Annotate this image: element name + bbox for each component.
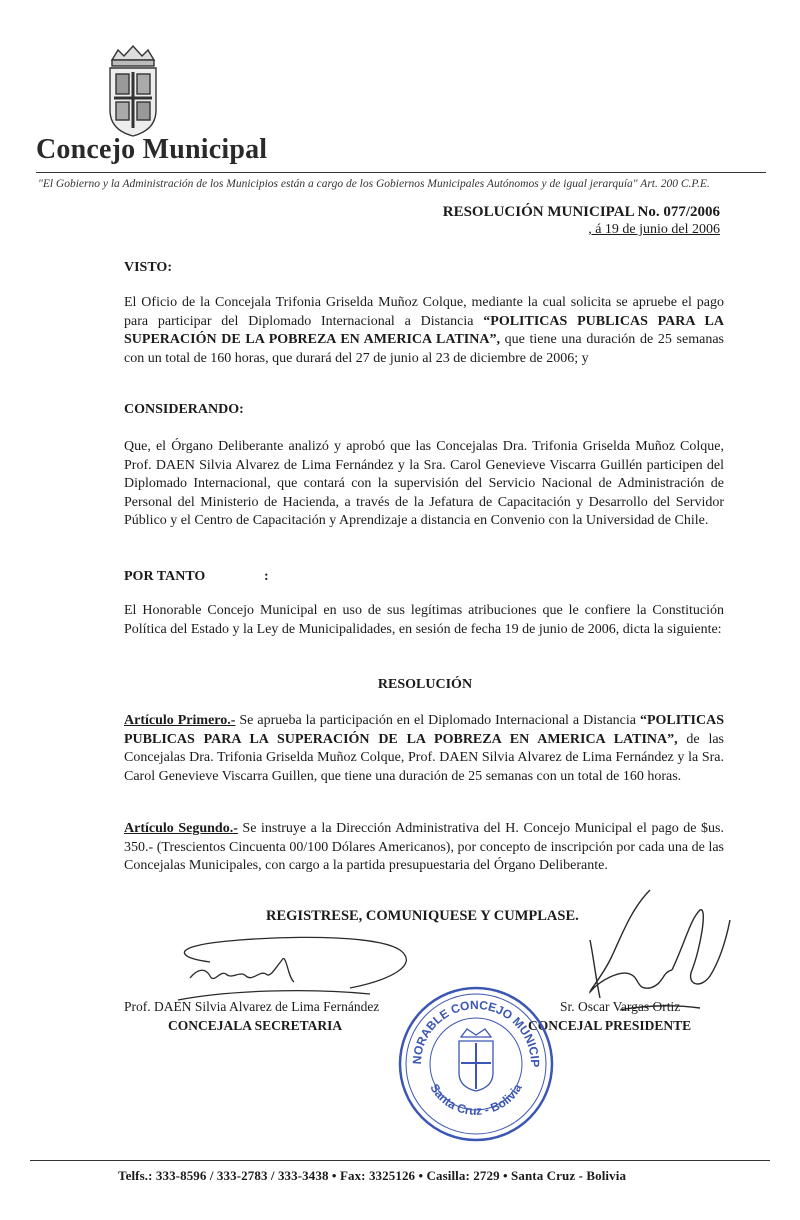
seal-top-text: HONORABLE CONCEJO MUNICIPAL [392,974,543,1067]
considerando-paragraph: Que, el Órgano Deliberante analizó y aprobó que las Concejalas Dra. Trifonia Griselda Muñoz Colque, Prof. DAEN Silvia Alvarez de Lima Fernández y la Sra. Carol Genevieve Viscarra Guillén participen del Diplomado Internacional, que contará con la supervisión del Servicio Nacional de Administración de Personal del Ministerio de Hacienda, a través de la Jefatura de Capacitación y Desarrollo del Servidor Público y el Centro de Capacitación y Aprendizaje a distancia en Convenio con la Universidad de Chile. [124,439,724,528]
constitution-quote: "El Gobierno y la Administración de los Municipios están a cargo de los Gobiernos Municipales Autónomos y de igual jerarquía" Art. 200 C.P.E. [38,178,710,190]
right-signatory-name: Sr. Oscar Vargas Ortiz [560,999,681,1014]
resolucion-heading: RESOLUCIÓN [377,677,473,692]
por-tanto-colon: : [264,569,269,584]
por-tanto-heading: POR TANTO [124,569,206,584]
resolution-date: , á 19 de junio del 2006 [588,222,720,237]
header-divider [36,172,766,173]
considerando-heading: CONSIDERANDO: [124,402,244,417]
por-tanto-paragraph: El Honorable Concejo Municipal en uso de sus legítimas atribuciones que le confiere la Constitución Política del Estado y la Ley de Municipalidades, en sesión de fecha 19 de junio de 2006, dicta la siguiente: [124,603,724,637]
articulo-primero-label: Artículo Primero.- [124,713,236,728]
visto-paragraph: El Oficio de la Concejala Trifonia Griselda Muñoz Colque, mediante la cual solicita se apruebe el pago para participar del Diplomado Internacional a Distancia “POLITICAS PUBLICAS PARA LA SUPERACIÓN DE LA POBREZA EN AMERICA LATINA”, que tiene una duración de 25 semanas con un total de 160 horas, que durará del 27 de junio al 23 de diciembre de 2006; y [124,295,724,366]
seal-coat-of-arms [459,1029,493,1091]
org-name: Concejo Municipal [36,134,268,165]
closing-statement: REGISTRESE, COMUNIQUESE Y CUMPLASE. [266,908,579,924]
seal-bottom-text: Santa Cruz - Bolivia [427,1081,525,1118]
articulo-primero: Artículo Primero.- Se aprueba la participación en el Diplomado Internacional a Distancia “POLITICAS PUBLICAS PARA LA SUPERACIÓN DE LA POBREZA EN AMERICA LATINA”, de las Concejalas Dra. Trifonia Griselda Muñoz Colque, Prof. DAEN Silvia Alvarez de Lima Fernández y la Sra. Carol Genevieve Viscarra Guillen, que tiene una duración de 25 semanas con un total de 160 horas. [124,713,724,784]
coat-of-arms-logo [104,42,162,138]
left-signatory-title: CONCEJALA SECRETARIA [168,1018,343,1033]
articulo-segundo-label: Artículo Segundo.- [124,821,238,836]
visto-heading: VISTO: [124,260,172,275]
left-signatory-name: Prof. DAEN Silvia Alvarez de Lima Fernández [124,999,380,1014]
resolution-number: RESOLUCIÓN MUNICIPAL No. 077/2006 [442,204,720,220]
official-seal [392,974,555,1143]
footer-divider [30,1160,770,1161]
right-signatory-title: CONCEJAL PRESIDENTE [528,1018,692,1033]
footer-contact: Telfs.: 333-8596 / 333-2783 / 333-3438 • Fax: 3325126 • Casilla: 2729 • Santa Cruz - Bolivia [118,1168,627,1183]
articulo-segundo: Artículo Segundo.- Se instruye a la Dirección Administrativa del H. Concejo Municipal el pago de $us. 350.- (Trescientos Cincuenta 00/100 Dólares Americanos), por concepto de inscripción por cada una de las Concejalas Municipales, con cargo a la partida presupuestaria del Órgano Deliberante. [124,821,724,873]
